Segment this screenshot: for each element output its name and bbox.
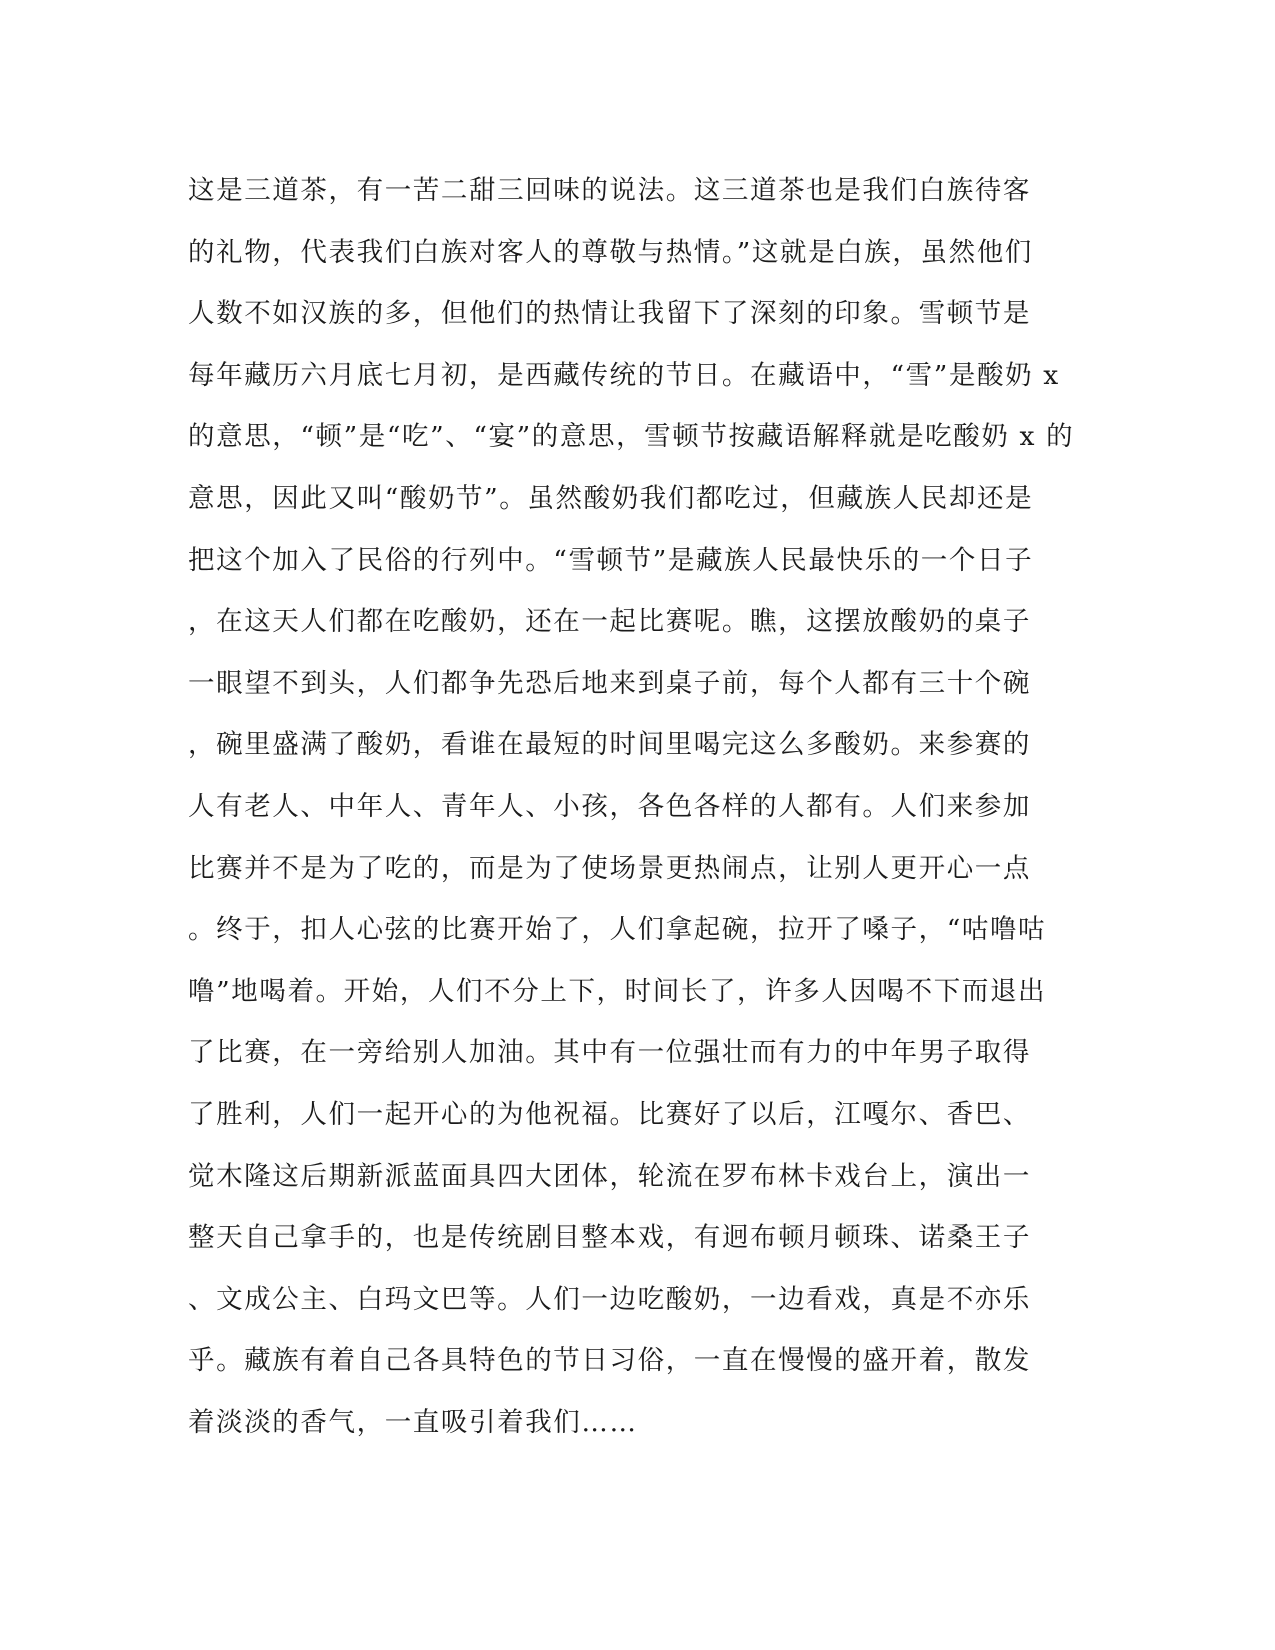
text-line: 整天自己拿手的，也是传统剧目整本戏，有迥布顿月顿珠、诺桑王子 — [188, 1222, 1031, 1254]
text-line: 。终于，扣人心弦的比赛开始了，人们拿起碗，拉开了嗓子，“咕噜咕 — [188, 914, 1047, 946]
text-line: 每年藏历六月底七月初，是西藏传统的节日。在藏语中，“雪”是酸奶 x — [188, 359, 1060, 391]
text-line: 了比赛，在一旁给别人加油。其中有一位强壮而有力的中年男子取得 — [188, 1037, 1031, 1069]
text-line: 人数不如汉族的多，但他们的热情让我留下了深刻的印象。雪顿节是 — [188, 298, 1031, 330]
text-line: 噜”地喝着。开始，人们不分上下，时间长了，许多人因喝不下而退出 — [188, 975, 1047, 1007]
text-line: 把这个加入了民俗的行列中。“雪顿节”是藏族人民最快乐的一个日子 — [188, 544, 1034, 576]
text-line: 比赛并不是为了吃的，而是为了使场景更热闹点，让别人更开心一点 — [188, 852, 1031, 884]
text-line: 觉木隆这后期新派蓝面具四大团体，轮流在罗布林卡戏台上，演出一 — [188, 1160, 1031, 1192]
text-line: 人有老人、中年人、青年人、小孩，各色各样的人都有。人们来参加 — [188, 790, 1031, 822]
text-line: 、文成公主、白玛文巴等。人们一边吃酸奶，一边看戏，真是不亦乐 — [188, 1283, 1031, 1315]
text-line: 的礼物，代表我们白族对客人的尊敬与热情。”这就是白族，虽然他们 — [188, 236, 1033, 268]
text-line: 着淡淡的香气，一直吸引着我们…… — [188, 1406, 638, 1438]
text-line: ，在这天人们都在吃酸奶，还在一起比赛呢。瞧，这摆放酸奶的桌子 — [188, 606, 1031, 638]
text-line: ，碗里盛满了酸奶，看谁在最短的时间里喝完这么多酸奶。来参赛的 — [188, 729, 1031, 761]
text-line: 了胜利，人们一起开心的为他祝福。比赛好了以后，江嘎尔、香巴、 — [188, 1098, 1031, 1130]
body-text — [188, 160, 1088, 1453]
text-line: 的意思，“顿”是“吃”、“宴”的意思，雪顿节按藏语解释就是吃酸奶 x 的 — [188, 421, 1075, 453]
text-line: 一眼望不到头，人们都争先恐后地来到桌子前，每个人都有三十个碗 — [188, 667, 1031, 699]
text-line: 这是三道茶，有一苦二甜三回味的说法。这三道茶也是我们白族待客 — [188, 175, 1031, 206]
text-line: 意思，因此又叫“酸奶节”。虽然酸奶我们都吃过，但藏族人民却还是 — [188, 482, 1034, 514]
text-line: 乎。藏族有着自己各具特色的节日习俗，一直在慢慢的盛开着，散发 — [188, 1345, 1031, 1377]
